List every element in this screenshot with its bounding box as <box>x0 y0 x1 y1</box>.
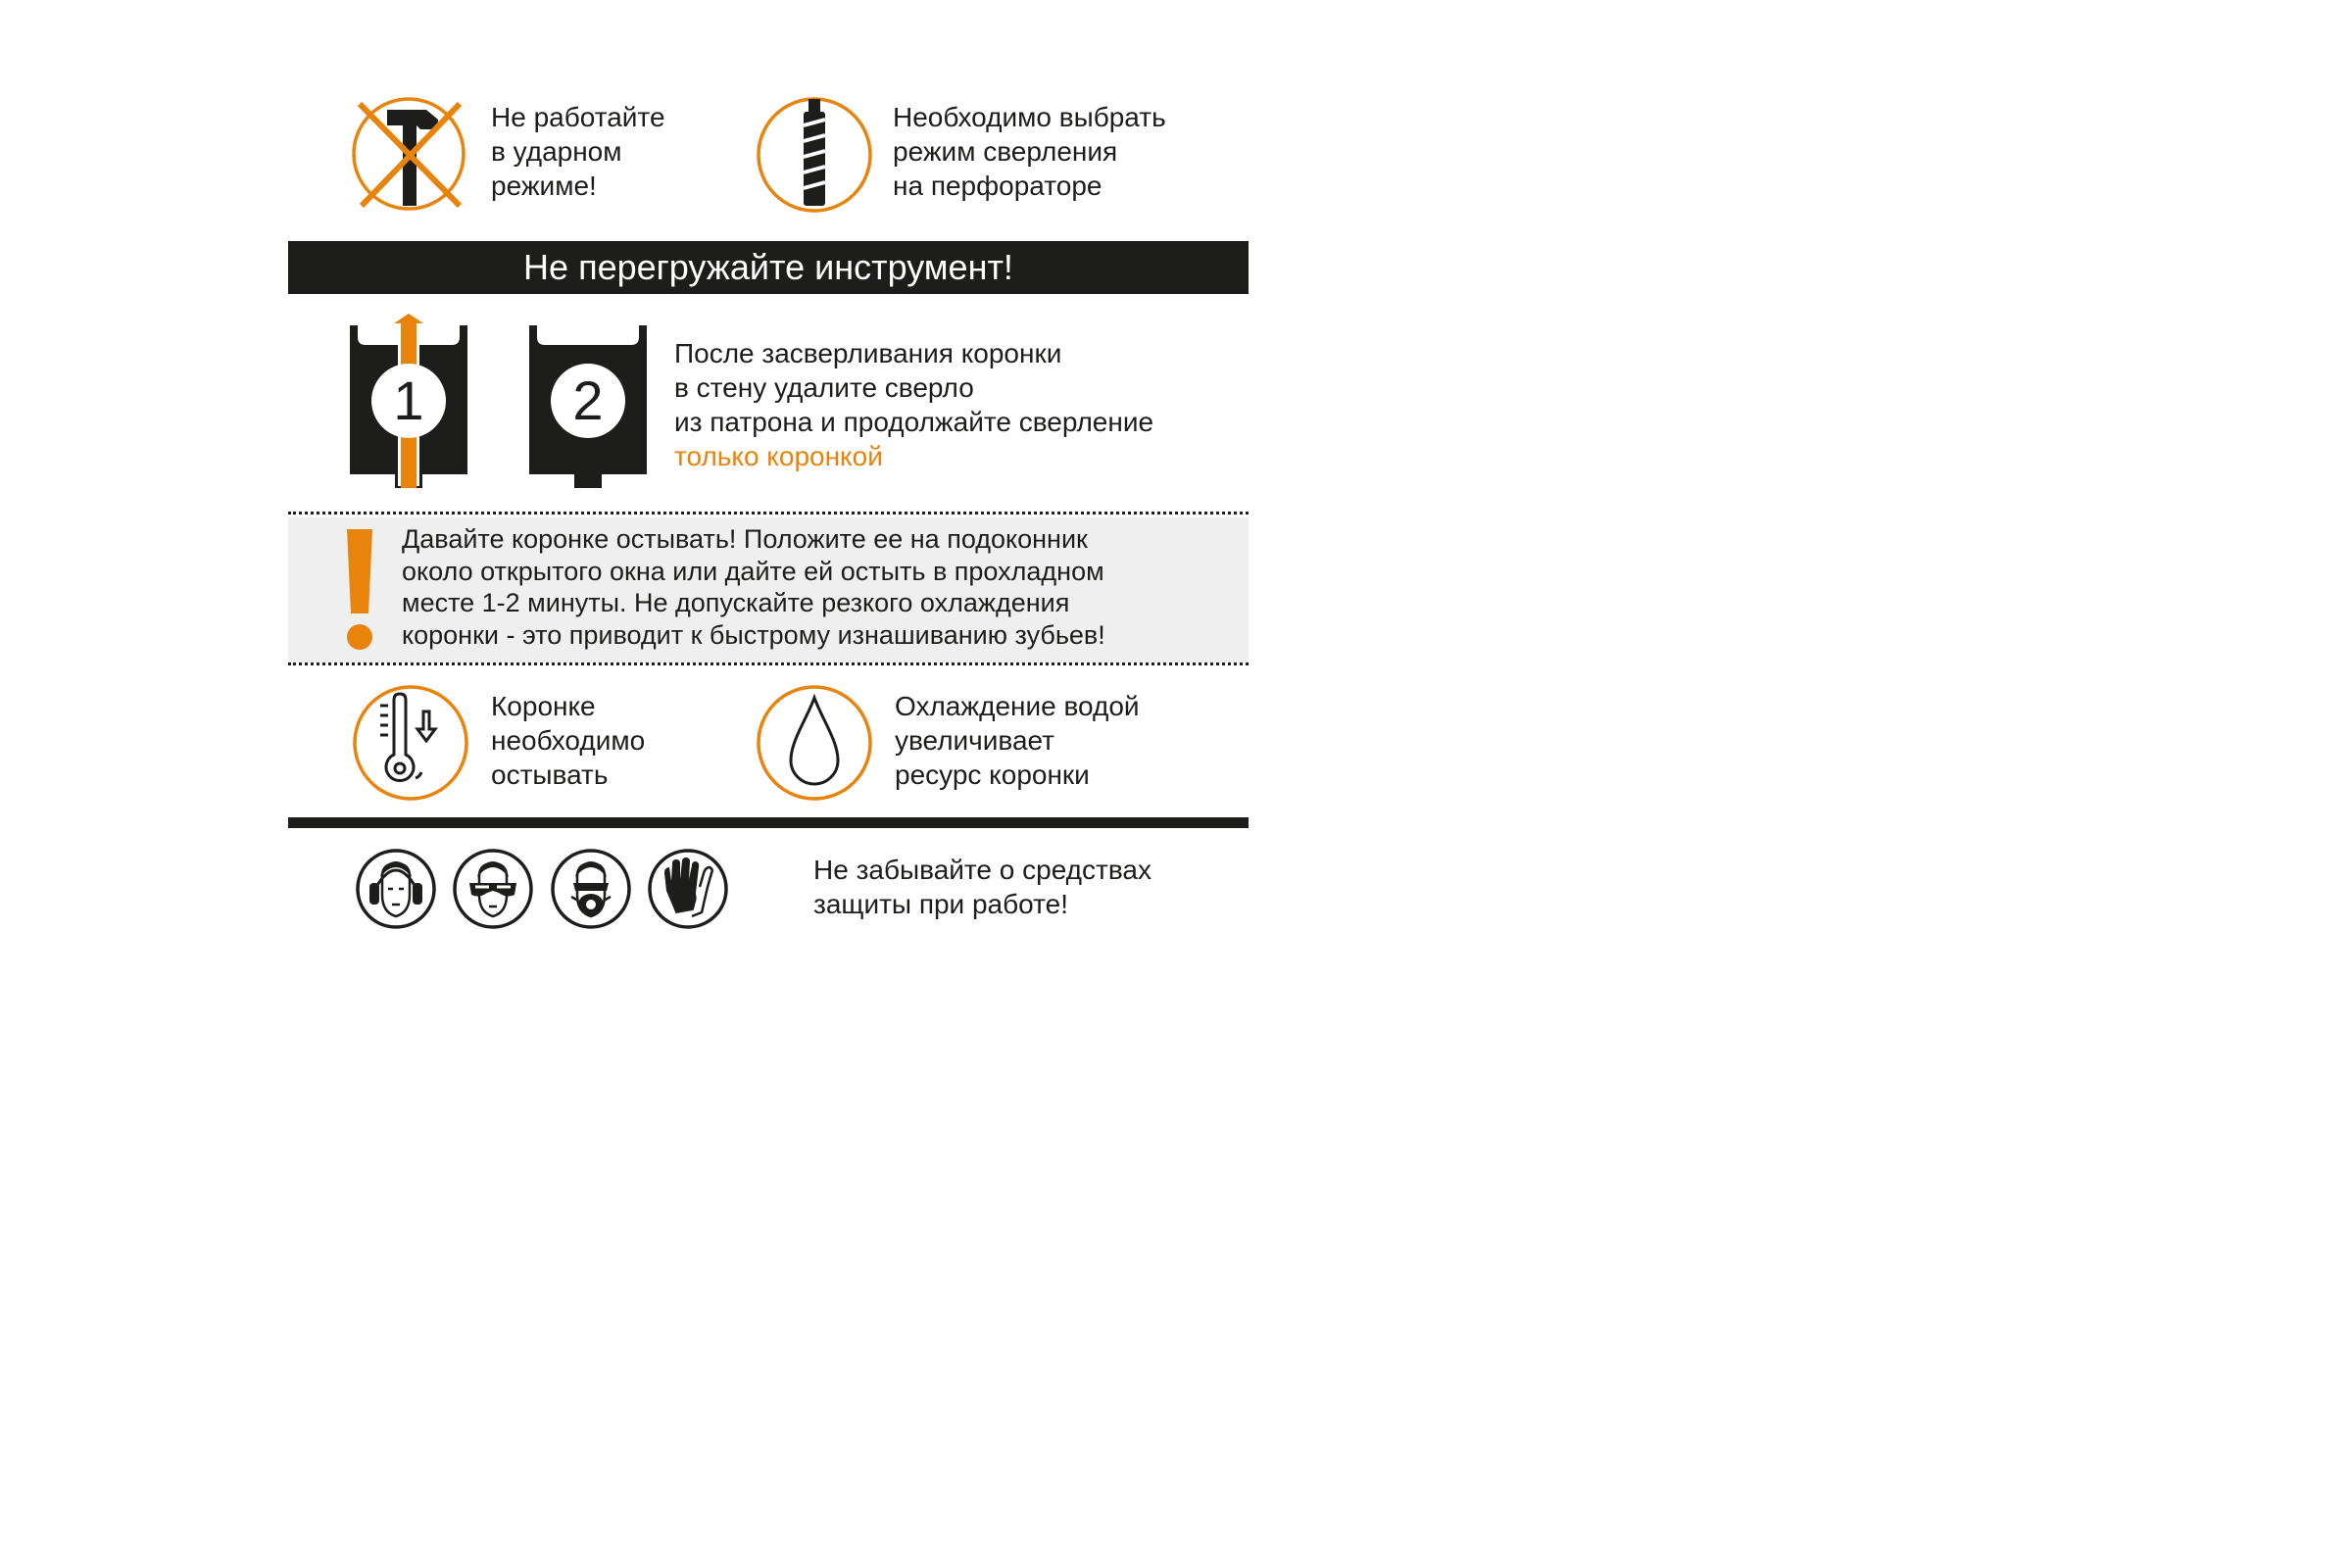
protection-reminder-text: Не забывайте о средствах защиты при работе! <box>813 855 1152 919</box>
step-1-diagram <box>350 312 467 488</box>
ear-protection-icon <box>355 848 437 930</box>
section-divider <box>288 817 1249 828</box>
step-1-number: 1 <box>393 369 424 431</box>
step-instructions-highlight: только коронкой <box>674 441 883 471</box>
step-2-number: 2 <box>572 369 604 431</box>
warning-bottom-divider <box>288 662 1249 665</box>
cooling-warning-text: Давайте коронке остывать! Положите ее на подоконник около открытого окна или дайте ей остыть в прохладном месте 1-2 минуты. Не допускайте резкого охлаждения коронки - это приводит к быстрому изнашиванию зубьев! <box>402 524 1105 650</box>
step-2-diagram <box>529 312 647 488</box>
warning-top-divider <box>288 512 1249 514</box>
exclamation-icon <box>343 529 376 653</box>
respirator-icon <box>550 848 632 930</box>
safety-goggles-icon <box>452 848 534 930</box>
cooling-needed-text: Коронке необходимо остывать <box>491 691 646 790</box>
water-drop-icon <box>756 684 873 802</box>
drill-bit-icon <box>756 96 873 214</box>
gloves-icon <box>647 848 729 930</box>
drilling-mode-text: Необходимо выбрать режим сверления на перфораторе <box>893 102 1166 201</box>
overload-warning-banner: Не перегружайте инструмент! <box>288 241 1249 294</box>
step-instructions <box>674 336 1223 473</box>
step-instructions-text: После засверливания коронки в стену удалите сверло из патрона и продолжайте сверление <box>674 338 1154 437</box>
no-hammer-icon <box>350 96 469 212</box>
no-impact-mode-text: Не работайте в ударном режиме! <box>491 102 665 201</box>
water-cooling-text: Охлаждение водой увеличивает ресурс коронки <box>895 691 1140 790</box>
thermometer-down-icon <box>351 684 470 802</box>
